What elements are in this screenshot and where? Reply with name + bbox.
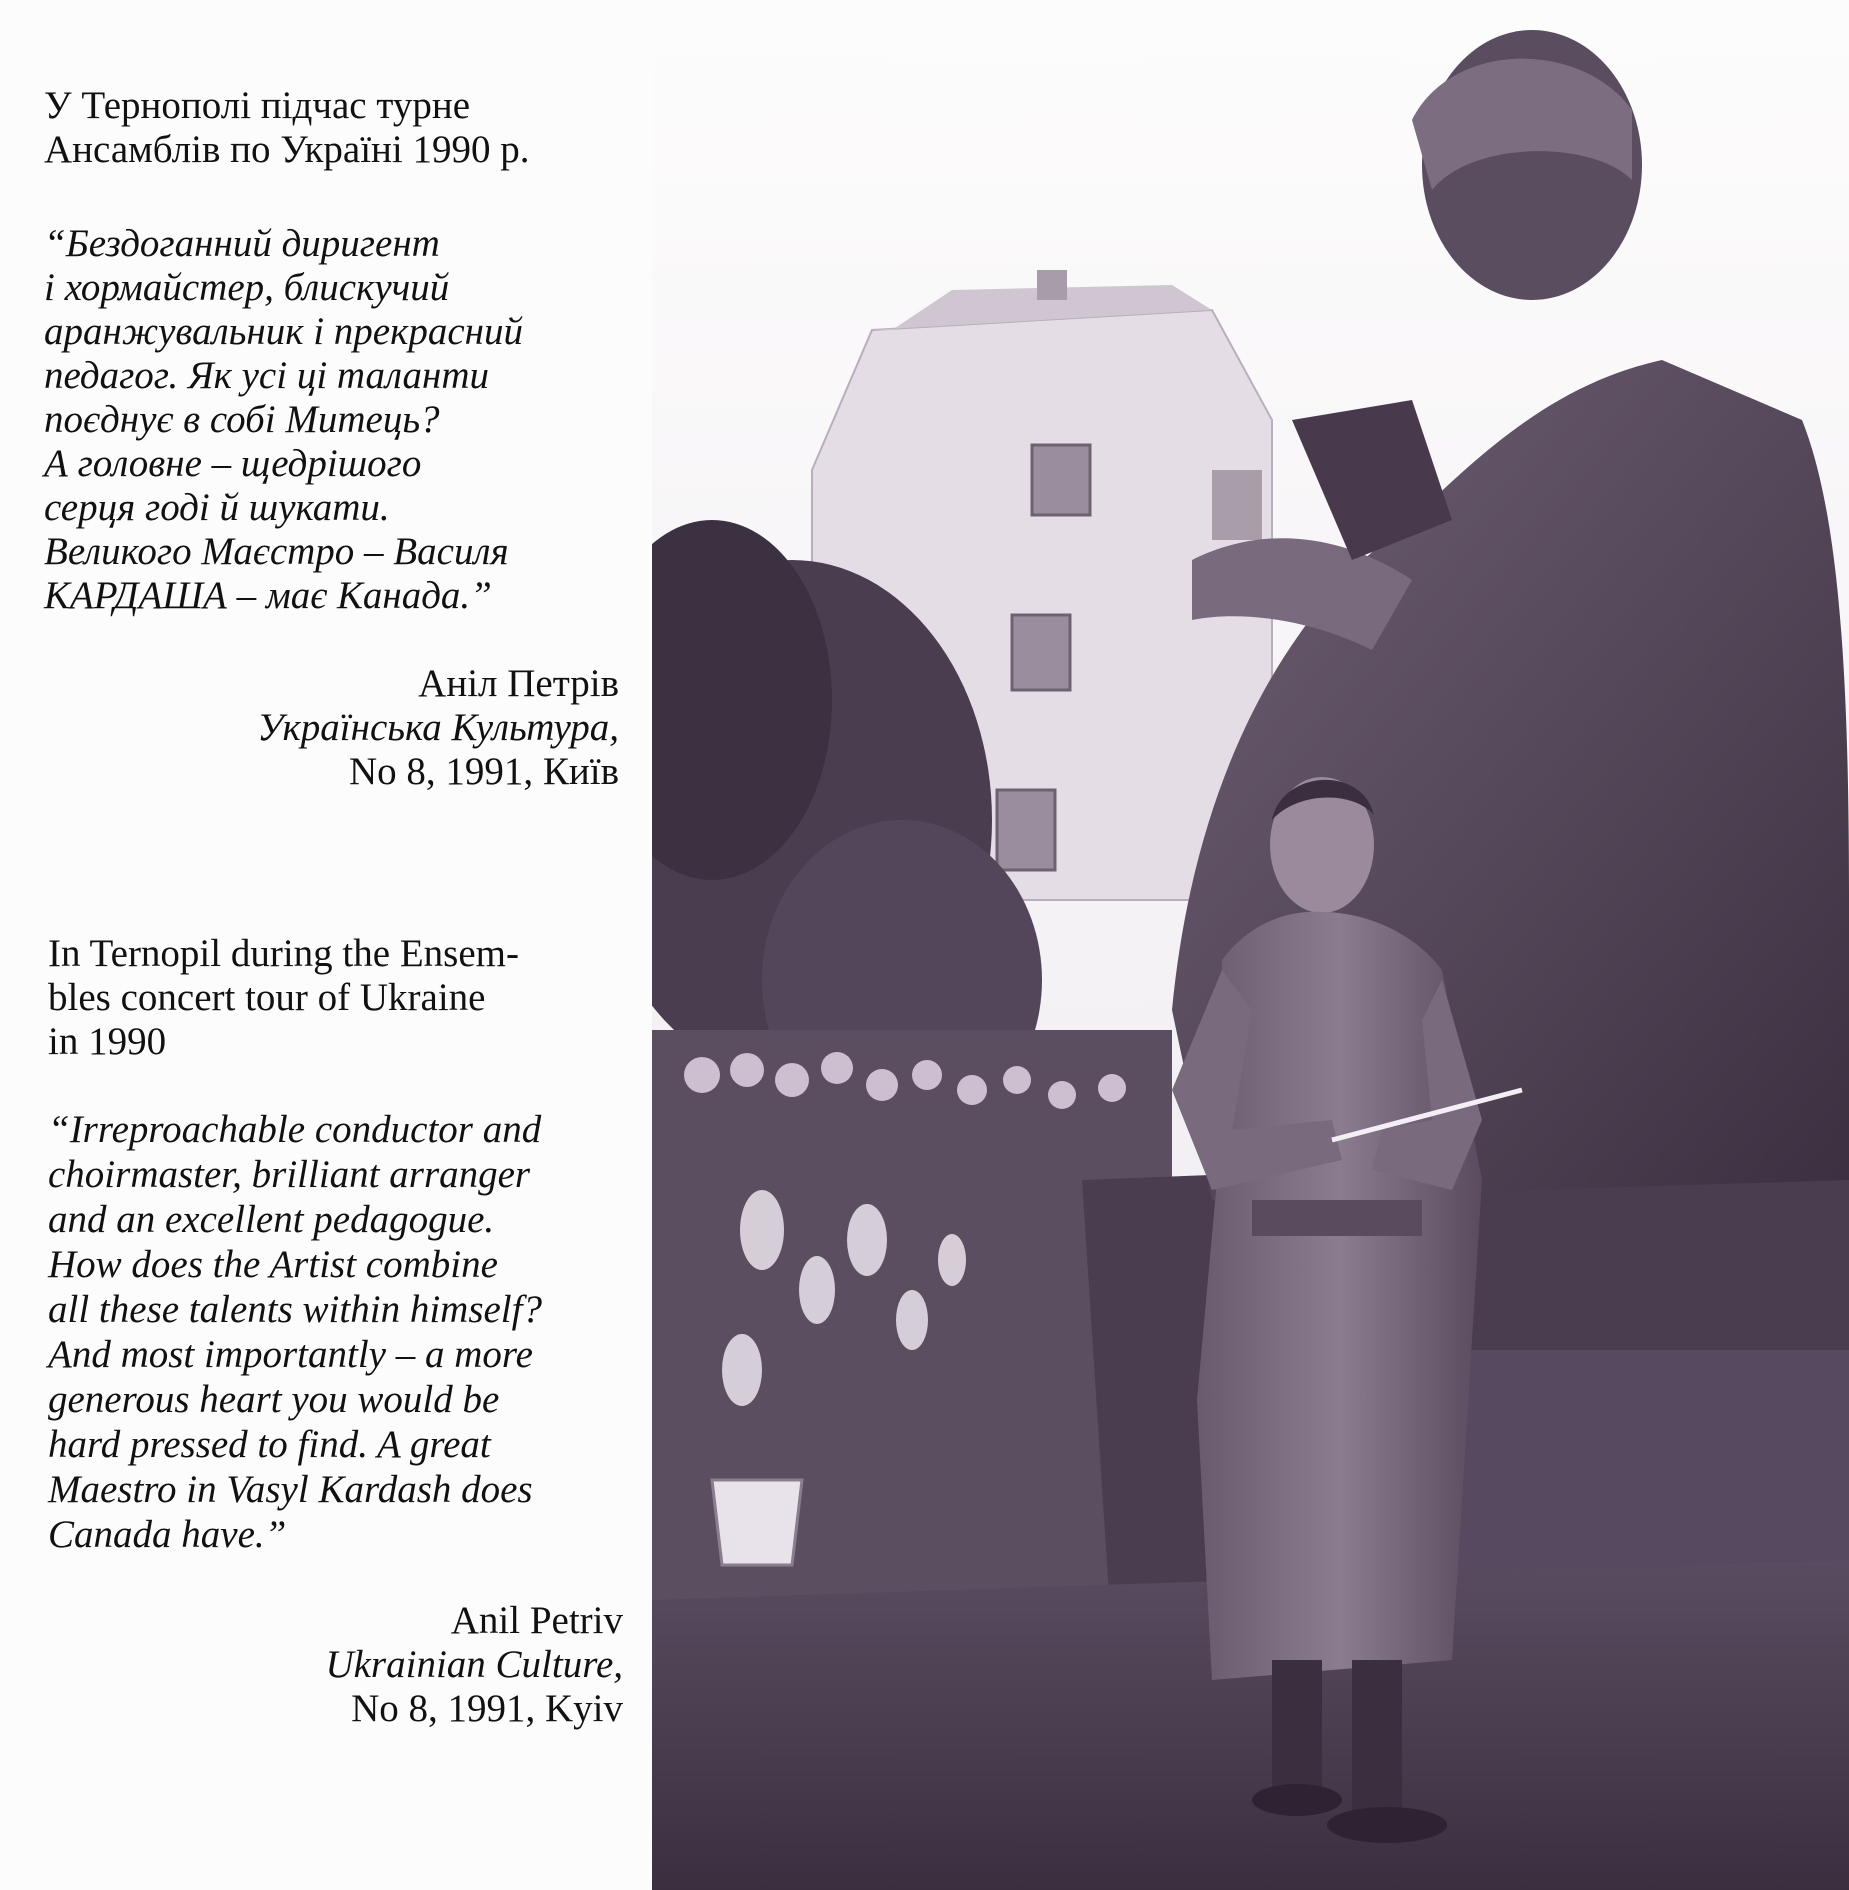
quote-line: choirmaster, brilliant arranger [48,1153,531,1196]
quote-line: hard pressed to find. A great [48,1423,491,1466]
attribution-author: Anil Petriv [450,1599,623,1642]
photograph-art [652,0,1849,1890]
quote-line: педагог. Як усі ці таланти [44,354,490,397]
quote-line: і хормайстер, блискучий [44,266,450,309]
quote-line: and an excellent pedagogue. [48,1198,495,1241]
caption-line: In Ternopil during the Ensem- [48,932,519,975]
caption-line: in 1990 [48,1020,167,1063]
photograph-conductor-at-monument [652,0,1849,1890]
quote-line: аранжувальник і прекрасний [44,310,523,353]
ukrainian-attribution [44,662,619,794]
quote-line: Великого Маєстро – Василя [44,530,509,573]
quote-line: КАРДАША – має Канада.” [44,574,492,617]
quote-line: серця годі й шукати. [44,486,390,529]
attribution-issue: No 8, 1991, Kyiv [351,1687,623,1730]
quote-line: all these talents within himself? [48,1288,542,1331]
quote-line: Maestro in Vasyl Kardash does [48,1468,533,1511]
quote-line: “Irreproachable conductor and [48,1108,542,1151]
quote-line: And most importantly – a more [48,1333,533,1376]
caption-line: У Тернополі підчас турне [44,84,471,127]
caption-line: Ансамблів по Україні 1990 р. [44,128,530,171]
english-caption [48,932,519,1064]
attribution-publication: Ukrainian Culture, [325,1643,623,1686]
attribution-publication: Українська Культура, [257,706,619,749]
english-attribution [48,1599,623,1731]
quote-line: А головне – щедрішого [44,442,422,485]
english-quote [48,1107,542,1557]
attribution-author: Аніл Петрів [418,662,619,705]
ukrainian-caption [44,84,530,172]
attribution-issue: No 8, 1991, Київ [348,750,619,793]
quote-line: How does the Artist combine [48,1243,498,1286]
caption-line: bles concert tour of Ukraine [48,976,486,1019]
quote-line: поєднує в собі Митець? [44,398,440,441]
quote-line: “Бездоганний диригент [44,222,440,265]
quote-line: Canada have.” [48,1513,287,1556]
quote-line: generous heart you would be [48,1378,500,1421]
ukrainian-quote [44,222,523,618]
